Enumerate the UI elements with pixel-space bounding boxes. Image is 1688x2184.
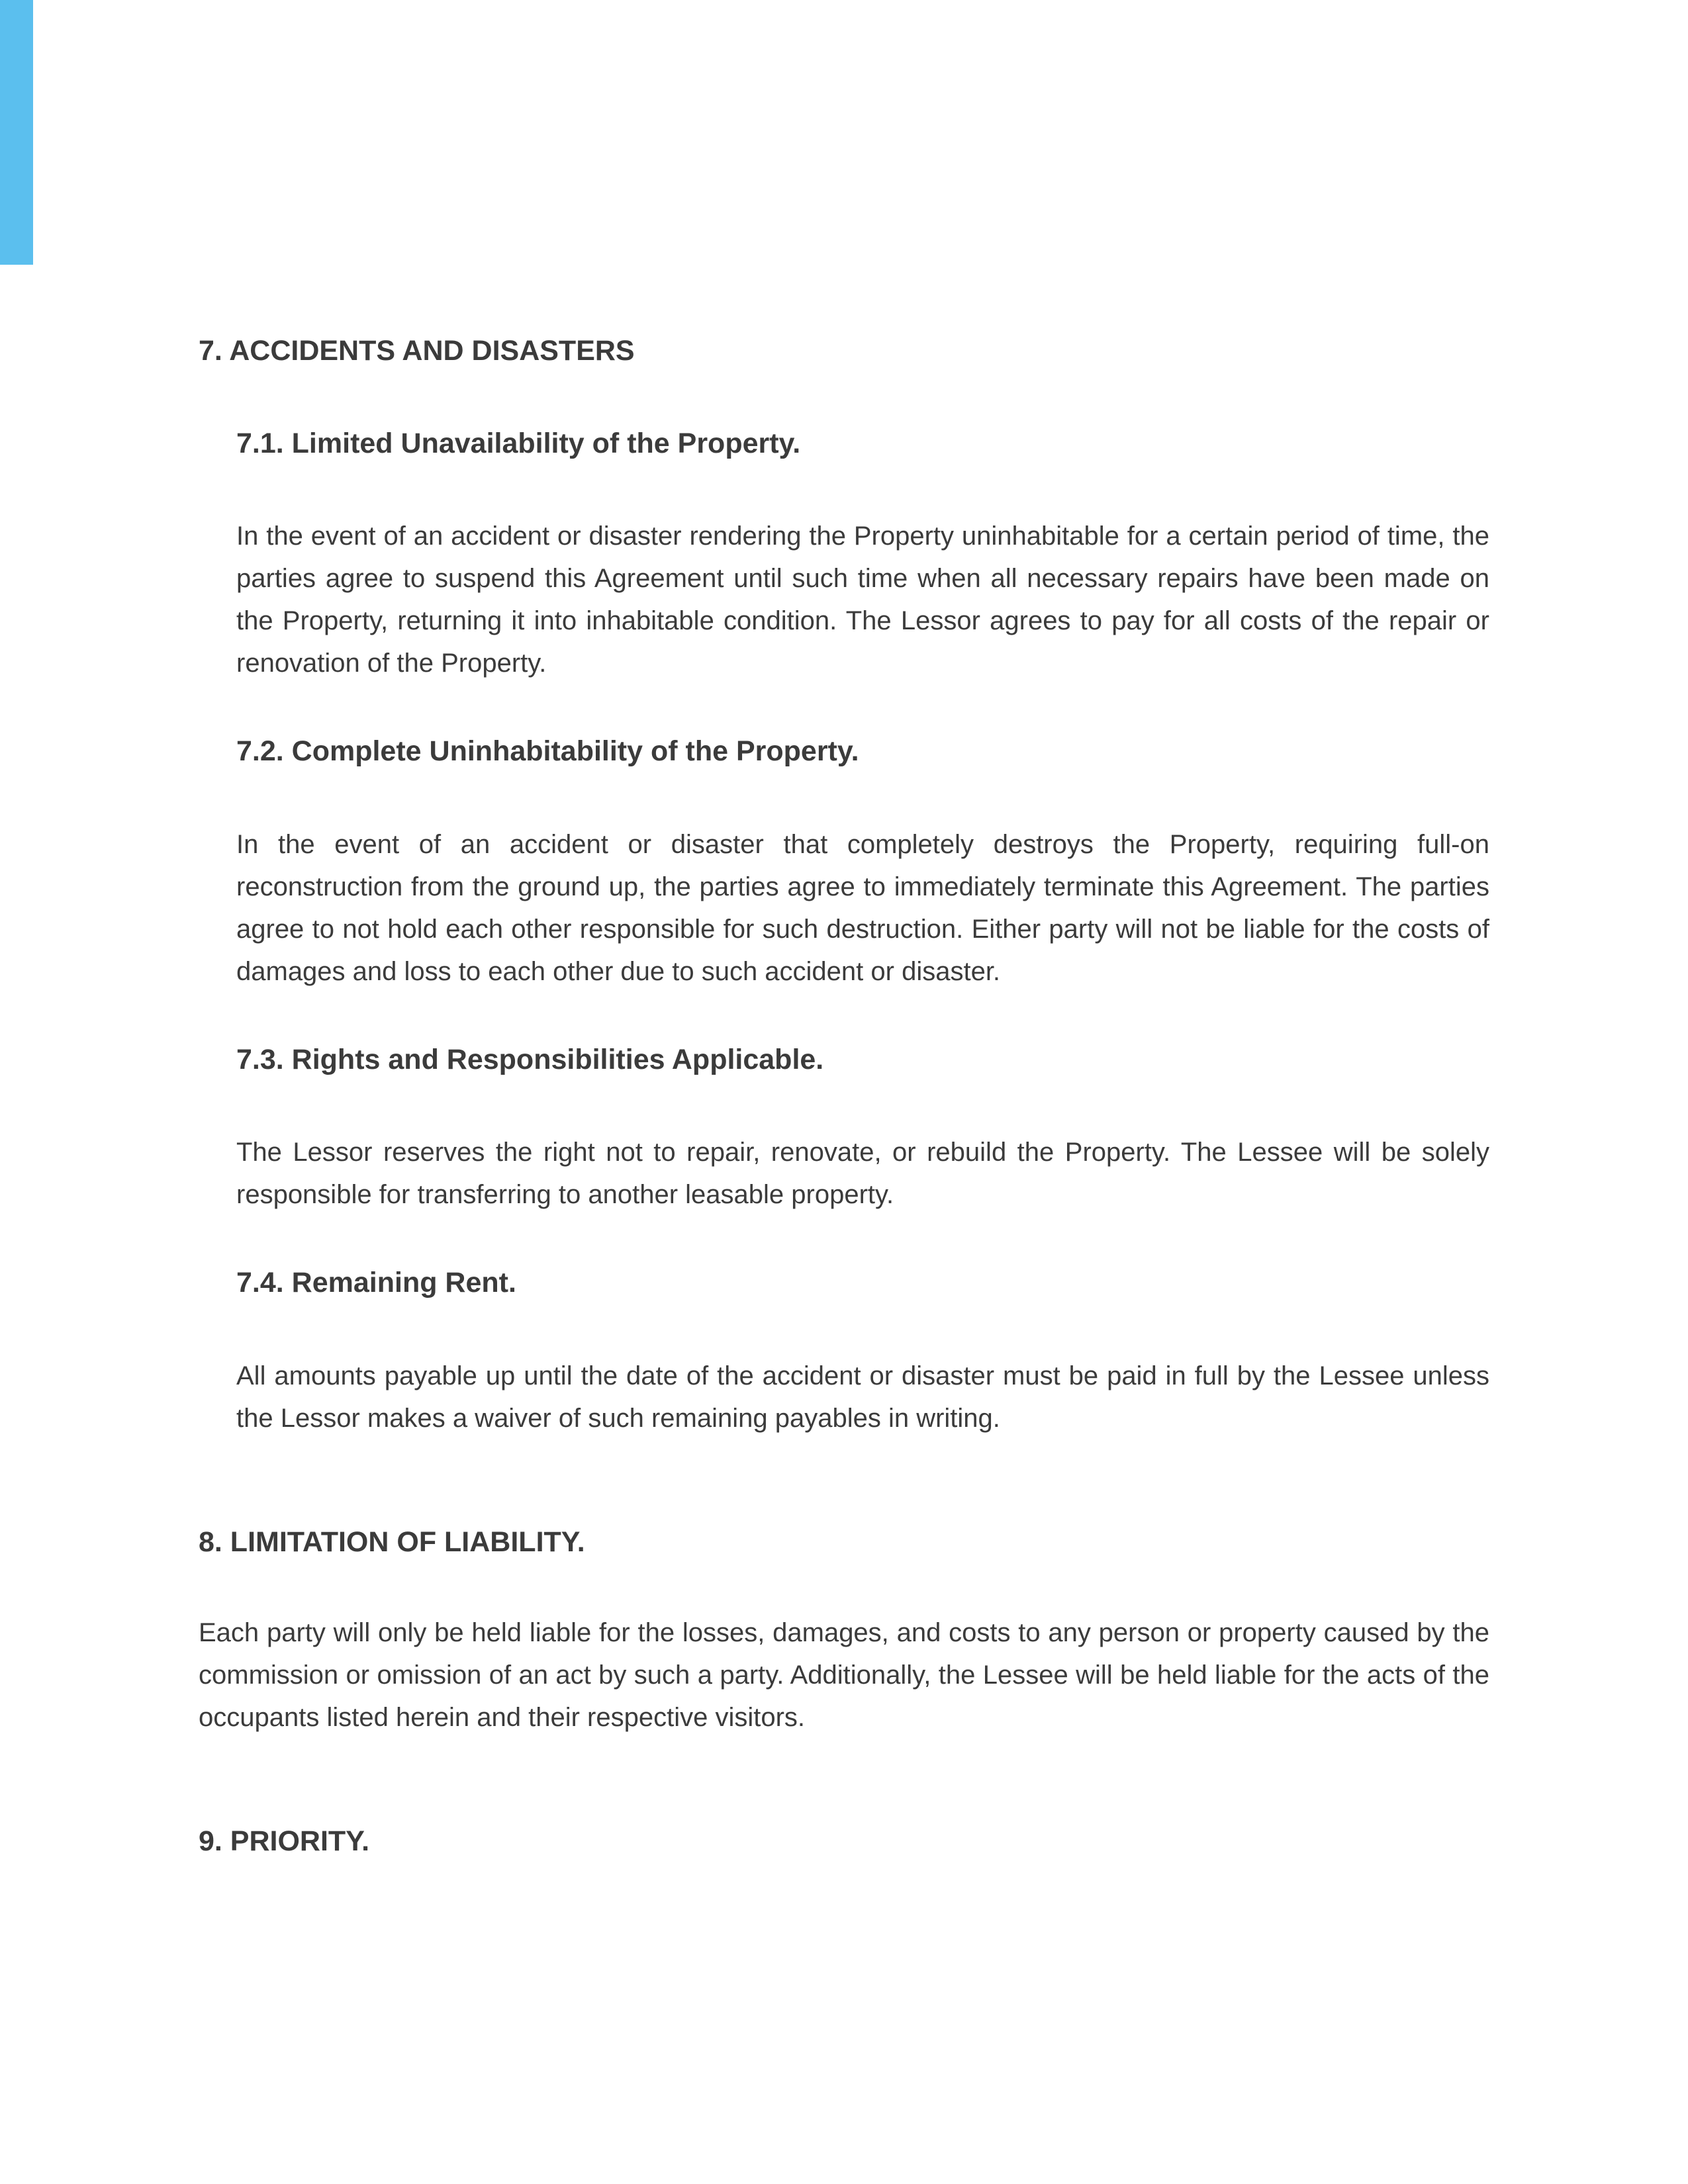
subsection-7-2-text: In the event of an accident or disaster that completely destroys the Property, requiring full-on reconstruction from the ground up, the parties agree to immediately terminate this Agreement. The parties agree to not hold each other responsible for such destruction. Either party will not be liable for the costs of damages and loss to each other due to such accident or disaster. — [236, 829, 1489, 986]
section-7-heading: 7. ACCIDENTS AND DISASTERS — [199, 335, 635, 367]
document-page — [199, 334, 1489, 1858]
subsection-7-4-heading: 7.4. Remaining Rent. — [236, 1267, 516, 1299]
subsection-7-2-heading: 7.2. Complete Uninhabitability of the Property. — [236, 735, 859, 768]
subsection-7-1-heading: 7.1. Limited Unavailability of the Property. — [236, 427, 801, 459]
section-7-body — [236, 427, 1489, 1439]
subsection-7-4-text: All amounts payable up until the date of the accident or disaster must be paid in full by the Lessee unless the Lessor makes a waiver of such remaining payables in writing. — [236, 1361, 1489, 1433]
accent-bar — [0, 0, 33, 265]
section-8-text: Each party will only be held liable for the losses, damages, and costs to any person or property caused by the commission or omission of an act by such a party. Additionally, the Lessee will be held liable for the acts of the occupants listed herein and their respective visitors. — [199, 1617, 1489, 1732]
subsection-7-1-text: In the event of an accident or disaster rendering the Property uninhabitable for a certain period of time, the parties agree to suspend this Agreement until such time when all necessary repairs have been made on the Property, returning it into inhabitable condition. The Lessor agrees to pay for all costs of the repair or renovation of the Property. — [236, 522, 1489, 678]
section-8-heading: 8. LIMITATION OF LIABILITY. — [199, 1525, 585, 1558]
subsection-7-3-text: The Lessor reserves the right not to repair, renovate, or rebuild the Property. The Lessee will be solely responsible for transferring to another leasable property. — [236, 1138, 1489, 1210]
section-9-heading: 9. PRIORITY. — [199, 1825, 370, 1857]
subsection-7-3-heading: 7.3. Rights and Responsibilities Applicable. — [236, 1043, 824, 1075]
